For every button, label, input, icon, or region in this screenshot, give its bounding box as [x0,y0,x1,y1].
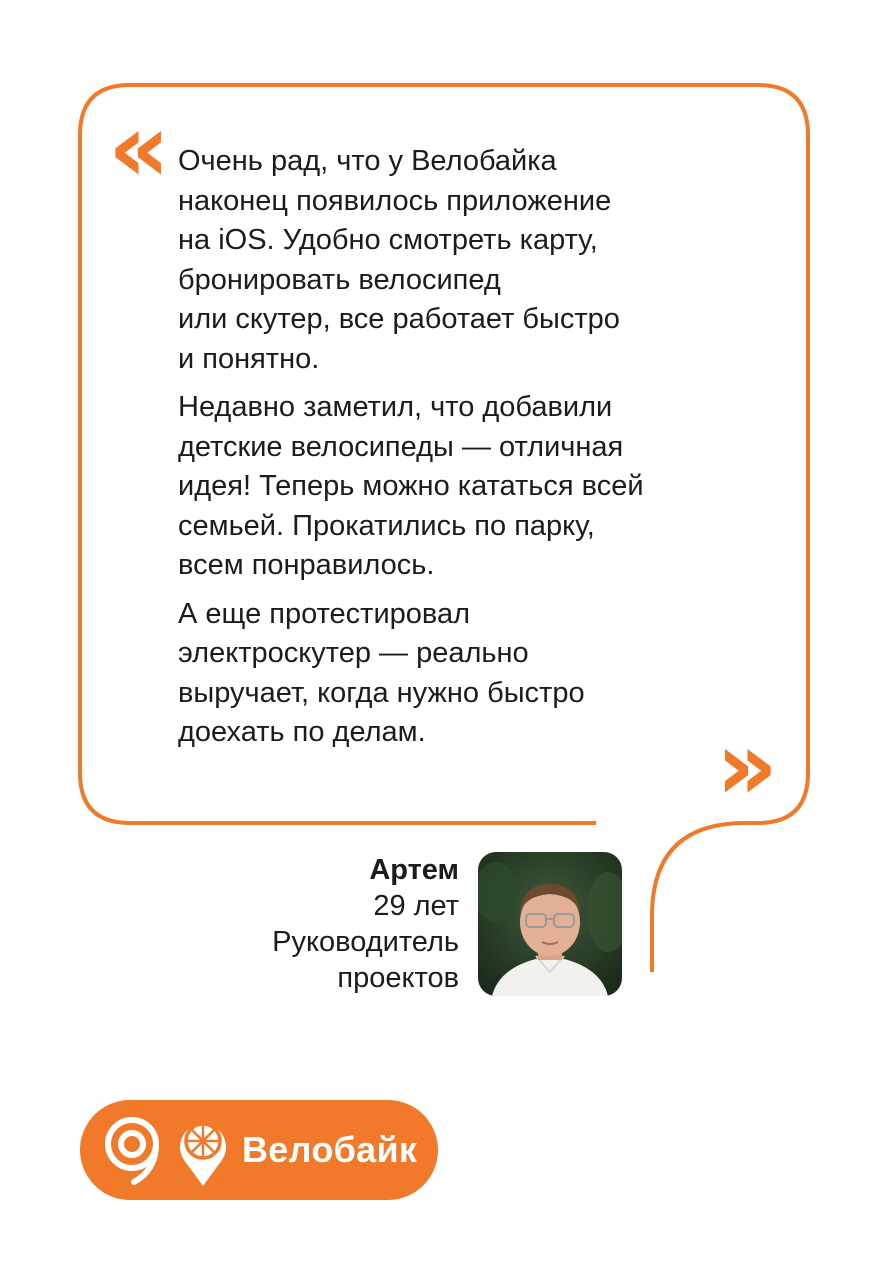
open-quote-icon: « [108,92,171,204]
bike-wheel-pin-icon [176,1114,230,1188]
author-info [272,852,459,996]
close-quote-icon: » [716,710,779,822]
author-name: Артем [369,854,459,886]
review-paragraph-1: Очень рад, что у Велобайка наконец появилось приложение на iOS. Удобно смотреть карту, бронировать велосипед или скутер, все работает быстро и понятно. [178,145,620,375]
velobike-logo [80,1100,438,1200]
author-role-line1: Руководитель [272,926,459,958]
author-role-line2: проектов [337,962,459,994]
review-text [178,142,738,762]
nine-logo-icon [98,1114,170,1186]
avatar [478,852,622,996]
author-age: 29 лет [373,890,459,922]
review-paragraph-2: Недавно заметил, что добавили детские велосипеды — отличная идея! Теперь можно кататься всей семьей. Прокатились по парку, всем понравилось. [178,391,644,581]
avatar-photo-icon [478,852,622,996]
logo-text: Велобайк [242,1129,418,1170]
review-paragraph-3: А еще протестировал электроскутер — реально выручает, когда нужно быстро доехать по делам. [178,597,585,748]
